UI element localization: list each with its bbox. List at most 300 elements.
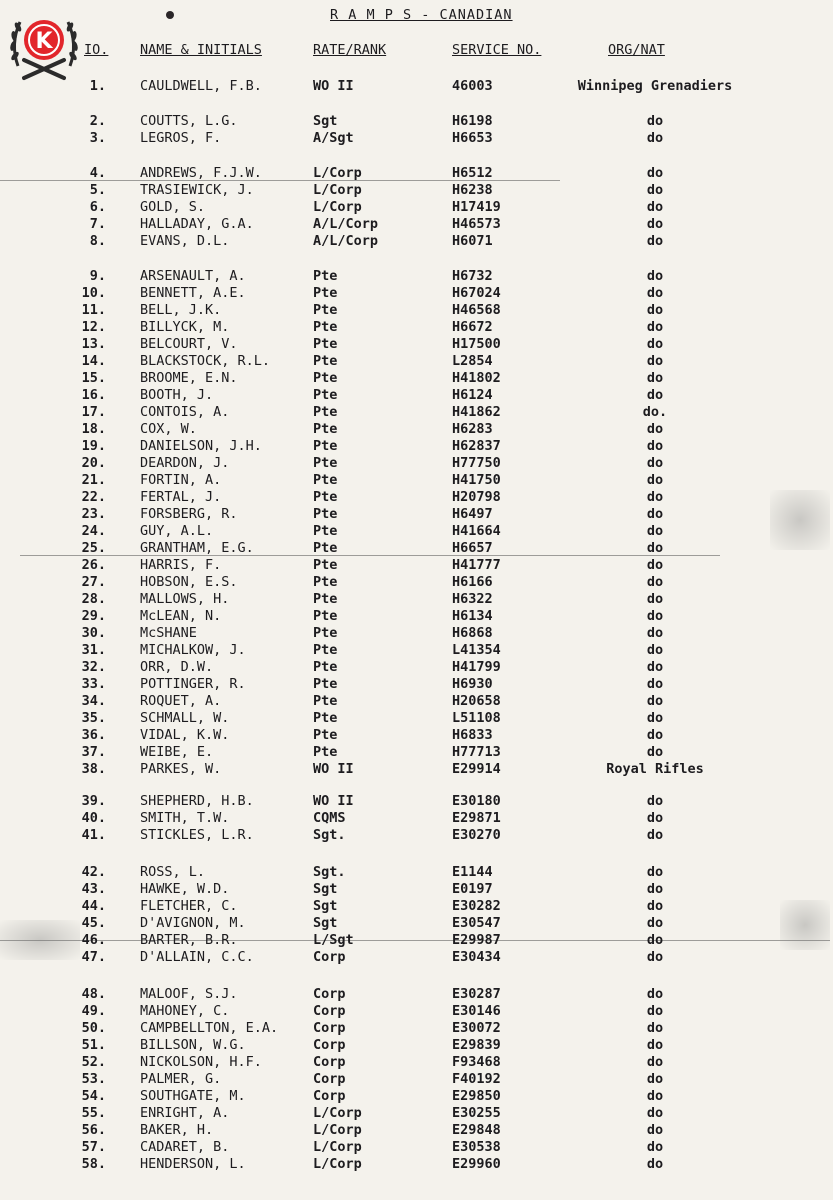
row-number: 43.: [81, 881, 106, 897]
rate-rank: Pte: [313, 421, 338, 437]
row-number: 13.: [81, 336, 106, 352]
row-number: 38.: [81, 761, 106, 777]
service-number: E30282: [452, 898, 501, 914]
name-initials: FLETCHER, C.: [140, 898, 238, 914]
table-row: [0, 404, 833, 421]
name-initials: DEARDON, J.: [140, 455, 230, 471]
row-number: 57.: [81, 1139, 106, 1155]
service-number: H6512: [452, 165, 493, 181]
rate-rank: Sgt: [313, 113, 338, 129]
name-initials: BROOME, E.N.: [140, 370, 238, 386]
row-number: 16.: [81, 387, 106, 403]
row-number: 36.: [81, 727, 106, 743]
table-row: [0, 761, 833, 778]
table-row: [0, 216, 833, 233]
row-number: 8.: [89, 233, 106, 249]
rate-rank: Pte: [313, 387, 338, 403]
row-number: 3.: [89, 130, 106, 146]
table-row: [0, 693, 833, 710]
table-row: [0, 540, 833, 557]
name-initials: FORTIN, A.: [140, 472, 222, 488]
org-nat: do: [646, 1003, 664, 1019]
org-nat: do: [646, 319, 664, 335]
rate-rank: WO II: [313, 78, 354, 94]
org-nat: do: [646, 285, 664, 301]
service-number: H67024: [452, 285, 501, 301]
name-initials: ANDREWS, F.J.W.: [140, 165, 262, 181]
table-row: [0, 1088, 833, 1105]
service-number: H17419: [452, 199, 501, 215]
org-nat: do: [646, 693, 664, 709]
service-number: H6930: [452, 676, 493, 692]
name-initials: HAWKE, W.D.: [140, 881, 230, 897]
name-initials: PALMER, G.: [140, 1071, 222, 1087]
rate-rank: Corp: [313, 1088, 346, 1104]
table-row: [0, 113, 833, 130]
row-number: 34.: [81, 693, 106, 709]
table-row: [0, 608, 833, 625]
row-number: 42.: [81, 864, 106, 880]
name-initials: VIDAL, K.W.: [140, 727, 230, 743]
rate-rank: Corp: [313, 1003, 346, 1019]
name-initials: TRASIEWICK, J.: [140, 182, 254, 198]
service-number: H6653: [452, 130, 493, 146]
row-number: 22.: [81, 489, 106, 505]
org-nat: do: [646, 574, 664, 590]
name-initials: BAKER, H.: [140, 1122, 214, 1138]
row-number: 35.: [81, 710, 106, 726]
rate-rank: Pte: [313, 319, 338, 335]
table-row: [0, 319, 833, 336]
rate-rank: Pte: [313, 302, 338, 318]
org-nat: do: [646, 489, 664, 505]
name-initials: MALOOF, S.J.: [140, 986, 238, 1002]
rate-rank: Pte: [313, 676, 338, 692]
org-nat: do: [646, 710, 664, 726]
org-nat: do: [646, 233, 664, 249]
table-row: [0, 1003, 833, 1020]
rate-rank: Pte: [313, 557, 338, 573]
rate-rank: Pte: [313, 659, 338, 675]
row-number: 53.: [81, 1071, 106, 1087]
row-number: 18.: [81, 421, 106, 437]
service-number: E29848: [452, 1122, 501, 1138]
name-initials: D'ALLAIN, C.C.: [140, 949, 254, 965]
header-service-number: SERVICE NO.: [452, 42, 542, 58]
service-number: H77750: [452, 455, 501, 471]
table-row: [0, 506, 833, 523]
table-row: [0, 387, 833, 404]
ink-blot: [166, 11, 174, 19]
table-row: [0, 986, 833, 1003]
org-nat: do: [646, 1105, 664, 1121]
table-row: [0, 489, 833, 506]
org-nat: do: [646, 113, 664, 129]
rate-rank: L/Corp: [313, 182, 362, 198]
name-initials: HARRIS, F.: [140, 557, 222, 573]
row-number: 11.: [81, 302, 106, 318]
org-nat: do: [646, 986, 664, 1002]
table-row: [0, 472, 833, 489]
row-number: 49.: [81, 1003, 106, 1019]
row-number: 26.: [81, 557, 106, 573]
name-initials: EVANS, D.L.: [140, 233, 230, 249]
org-nat: do: [646, 1020, 664, 1036]
service-number: E30547: [452, 915, 501, 931]
org-nat: do: [646, 1156, 664, 1172]
org-nat: Winnipeg Grenadiers: [577, 78, 733, 94]
row-number: 12.: [81, 319, 106, 335]
rate-rank: Pte: [313, 608, 338, 624]
header-org-nat: ORG/NAT: [608, 42, 665, 58]
service-number: H6657: [452, 540, 493, 556]
row-number: 19.: [81, 438, 106, 454]
org-nat: do: [646, 370, 664, 386]
row-number: 27.: [81, 574, 106, 590]
org-nat: do: [646, 591, 664, 607]
name-initials: HALLADAY, G.A.: [140, 216, 254, 232]
rate-rank: Pte: [313, 506, 338, 522]
org-nat: do: [646, 353, 664, 369]
name-initials: CAULDWELL, F.B.: [140, 78, 262, 94]
rate-rank: Sgt: [313, 898, 338, 914]
table-row: [0, 285, 833, 302]
row-number: 56.: [81, 1122, 106, 1138]
name-initials: PARKES, W.: [140, 761, 222, 777]
table-row: [0, 1020, 833, 1037]
org-nat: do: [646, 268, 664, 284]
table-row: [0, 1054, 833, 1071]
org-nat: do: [646, 1088, 664, 1104]
document-title: R A M P S - CANADIAN: [330, 7, 513, 23]
rate-rank: Pte: [313, 574, 338, 590]
service-number: L2854: [452, 353, 493, 369]
service-number: E30180: [452, 793, 501, 809]
rate-rank: Pte: [313, 404, 338, 420]
table-row: [0, 591, 833, 608]
service-number: L41354: [452, 642, 501, 658]
service-number: E30255: [452, 1105, 501, 1121]
name-initials: DANIELSON, J.H.: [140, 438, 262, 454]
table-row: [0, 949, 833, 966]
org-nat: do: [646, 642, 664, 658]
org-nat: do: [646, 932, 664, 948]
rate-rank: A/L/Corp: [313, 216, 379, 232]
service-number: H41802: [452, 370, 501, 386]
rate-rank: Pte: [313, 353, 338, 369]
org-nat: do: [646, 1054, 664, 1070]
org-nat: do: [646, 1037, 664, 1053]
service-number: E29960: [452, 1156, 501, 1172]
org-nat: do: [646, 336, 664, 352]
table-row: [0, 676, 833, 693]
rate-rank: A/L/Corp: [313, 233, 379, 249]
service-number: E29850: [452, 1088, 501, 1104]
service-number: E0197: [452, 881, 493, 897]
row-number: 9.: [89, 268, 106, 284]
name-initials: HOBSON, E.S.: [140, 574, 238, 590]
rate-rank: Pte: [313, 489, 338, 505]
org-nat: do: [646, 165, 664, 181]
table-row: [0, 233, 833, 250]
service-number: F40192: [452, 1071, 501, 1087]
name-initials: BENNETT, A.E.: [140, 285, 246, 301]
rate-rank: Corp: [313, 1020, 346, 1036]
org-nat: do: [646, 438, 664, 454]
name-initials: FORSBERG, R.: [140, 506, 238, 522]
table-row: [0, 1156, 833, 1173]
name-initials: LEGROS, F.: [140, 130, 222, 146]
table-row: [0, 827, 833, 844]
service-number: H6166: [452, 574, 493, 590]
row-number: 1.: [89, 78, 106, 94]
org-nat: do: [646, 540, 664, 556]
org-nat: do: [646, 421, 664, 437]
org-nat: do: [646, 727, 664, 743]
rate-rank: Pte: [313, 642, 338, 658]
org-nat: do: [646, 472, 664, 488]
org-nat: do: [646, 898, 664, 914]
rate-rank: CQMS: [313, 810, 346, 826]
name-initials: COX, W.: [140, 421, 197, 437]
rate-rank: L/Corp: [313, 199, 362, 215]
name-initials: ROSS, L.: [140, 864, 206, 880]
rate-rank: Sgt.: [313, 864, 346, 880]
org-nat: do: [646, 557, 664, 573]
name-initials: ORR, D.W.: [140, 659, 214, 675]
rate-rank: Corp: [313, 1037, 346, 1053]
service-number: L51108: [452, 710, 501, 726]
service-number: H6124: [452, 387, 493, 403]
header-name: NAME & INITIALS: [140, 42, 262, 58]
table-row: [0, 810, 833, 827]
rate-rank: L/Corp: [313, 1139, 362, 1155]
org-nat: do: [646, 455, 664, 471]
service-number: H6732: [452, 268, 493, 284]
org-nat: do: [646, 130, 664, 146]
row-number: 58.: [81, 1156, 106, 1172]
org-nat: do: [646, 810, 664, 826]
org-nat: do: [646, 1139, 664, 1155]
rate-rank: Pte: [313, 472, 338, 488]
rate-rank: Pte: [313, 727, 338, 743]
name-initials: D'AVIGNON, M.: [140, 915, 246, 931]
service-number: H17500: [452, 336, 501, 352]
table-row: [0, 881, 833, 898]
table-row: [0, 165, 833, 182]
org-nat: do: [646, 659, 664, 675]
service-number: H6071: [452, 233, 493, 249]
row-number: 2.: [89, 113, 106, 129]
service-number: E30434: [452, 949, 501, 965]
service-number: E30072: [452, 1020, 501, 1036]
name-initials: POTTINGER, R.: [140, 676, 246, 692]
org-nat: do: [646, 182, 664, 198]
row-number: 46.: [81, 932, 106, 948]
rate-rank: WO II: [313, 793, 354, 809]
row-number: 47.: [81, 949, 106, 965]
rate-rank: Corp: [313, 1054, 346, 1070]
row-number: 51.: [81, 1037, 106, 1053]
service-number: H20798: [452, 489, 501, 505]
table-row: [0, 642, 833, 659]
org-nat: do: [646, 608, 664, 624]
name-initials: HENDERSON, L.: [140, 1156, 246, 1172]
row-number: 28.: [81, 591, 106, 607]
table-row: [0, 793, 833, 810]
row-number: 32.: [81, 659, 106, 675]
table-row: [0, 727, 833, 744]
row-number: 7.: [89, 216, 106, 232]
rate-rank: Pte: [313, 625, 338, 641]
table-row: [0, 199, 833, 216]
table-row: [0, 1037, 833, 1054]
row-number: 29.: [81, 608, 106, 624]
service-number: H46568: [452, 302, 501, 318]
service-number: H6497: [452, 506, 493, 522]
row-number: 39.: [81, 793, 106, 809]
row-number: 40.: [81, 810, 106, 826]
service-number: H41777: [452, 557, 501, 573]
rate-rank: Pte: [313, 744, 338, 760]
name-initials: SHEPHERD, H.B.: [140, 793, 254, 809]
name-initials: ROQUET, A.: [140, 693, 222, 709]
name-initials: BILLSON, W.G.: [140, 1037, 246, 1053]
service-number: H6868: [452, 625, 493, 641]
table-row: [0, 864, 833, 881]
row-number: 5.: [89, 182, 106, 198]
name-initials: NICKOLSON, H.F.: [140, 1054, 262, 1070]
table-row: [0, 659, 833, 676]
name-initials: MALLOWS, H.: [140, 591, 230, 607]
service-number: H62837: [452, 438, 501, 454]
row-number: 15.: [81, 370, 106, 386]
org-nat: do.: [642, 404, 668, 420]
rate-rank: Corp: [313, 949, 346, 965]
rate-rank: Pte: [313, 540, 338, 556]
service-number: H41750: [452, 472, 501, 488]
name-initials: STICKLES, L.R.: [140, 827, 254, 843]
org-nat: do: [646, 881, 664, 897]
name-initials: COUTTS, L.G.: [140, 113, 238, 129]
table-row: [0, 438, 833, 455]
table-row: [0, 523, 833, 540]
name-initials: SMITH, T.W.: [140, 810, 230, 826]
rate-rank: Pte: [313, 268, 338, 284]
service-number: E1144: [452, 864, 493, 880]
rate-rank: Pte: [313, 693, 338, 709]
name-initials: BARTER, B.R.: [140, 932, 238, 948]
row-number: 41.: [81, 827, 106, 843]
rate-rank: L/Corp: [313, 1156, 362, 1172]
org-nat: do: [646, 625, 664, 641]
name-initials: CONTOIS, A.: [140, 404, 230, 420]
table-row: [0, 1071, 833, 1088]
table-row: [0, 898, 833, 915]
name-initials: GRANTHAM, E.G.: [140, 540, 254, 556]
row-number: 4.: [89, 165, 106, 181]
name-initials: SCHMALL, W.: [140, 710, 230, 726]
row-number: 45.: [81, 915, 106, 931]
org-nat: do: [646, 216, 664, 232]
service-number: E30287: [452, 986, 501, 1002]
service-number: H46573: [452, 216, 501, 232]
table-row: [0, 421, 833, 438]
service-number: H6672: [452, 319, 493, 335]
org-nat: do: [646, 744, 664, 760]
row-number: 52.: [81, 1054, 106, 1070]
table-row: [0, 130, 833, 147]
org-nat: do: [646, 676, 664, 692]
table-row: [0, 1105, 833, 1122]
org-nat: do: [646, 793, 664, 809]
name-initials: CAMPBELLTON, E.A.: [140, 1020, 279, 1036]
service-number: E30146: [452, 1003, 501, 1019]
service-number: H6134: [452, 608, 493, 624]
k-wreath-logo-icon: [4, 4, 84, 84]
name-initials: BLACKSTOCK, R.L.: [140, 353, 271, 369]
rate-rank: Pte: [313, 370, 338, 386]
row-number: 50.: [81, 1020, 106, 1036]
row-number: 24.: [81, 523, 106, 539]
rate-rank: WO II: [313, 761, 354, 777]
org-nat: do: [646, 523, 664, 539]
name-initials: SOUTHGATE, M.: [140, 1088, 246, 1104]
table-row: [0, 574, 833, 591]
row-number: 54.: [81, 1088, 106, 1104]
org-nat: Royal Rifles: [606, 761, 704, 777]
rate-rank: A/Sgt: [313, 130, 354, 146]
row-number: 10.: [81, 285, 106, 301]
rate-rank: Pte: [313, 455, 338, 471]
table-row: [0, 1139, 833, 1156]
org-nat: do: [646, 1071, 664, 1087]
org-nat: do: [646, 949, 664, 965]
name-initials: MAHONEY, C.: [140, 1003, 230, 1019]
rate-rank: Pte: [313, 438, 338, 454]
table-row: [0, 336, 833, 353]
table-row: [0, 268, 833, 285]
rate-rank: Sgt: [313, 915, 338, 931]
table-row: [0, 302, 833, 319]
row-number: 55.: [81, 1105, 106, 1121]
name-initials: BELCOURT, V.: [140, 336, 238, 352]
rate-rank: Sgt: [313, 881, 338, 897]
row-number: 30.: [81, 625, 106, 641]
service-number: H77713: [452, 744, 501, 760]
svg-text:K: K: [35, 29, 53, 54]
service-number: E29987: [452, 932, 501, 948]
header-number: IO.: [84, 42, 109, 58]
rate-rank: L/Corp: [313, 1105, 362, 1121]
table-row: [0, 455, 833, 472]
org-nat: do: [646, 864, 664, 880]
name-initials: ARSENAULT, A.: [140, 268, 246, 284]
org-nat: do: [646, 1122, 664, 1138]
name-initials: CADARET, B.: [140, 1139, 230, 1155]
org-nat: do: [646, 827, 664, 843]
row-number: 48.: [81, 986, 106, 1002]
table-row: [0, 744, 833, 761]
header-rank: RATE/RANK: [313, 42, 387, 58]
service-number: H6322: [452, 591, 493, 607]
service-number: E30270: [452, 827, 501, 843]
row-number: 17.: [81, 404, 106, 420]
name-initials: ENRIGHT, A.: [140, 1105, 230, 1121]
org-nat: do: [646, 915, 664, 931]
service-number: E29914: [452, 761, 501, 777]
table-row: [0, 182, 833, 199]
